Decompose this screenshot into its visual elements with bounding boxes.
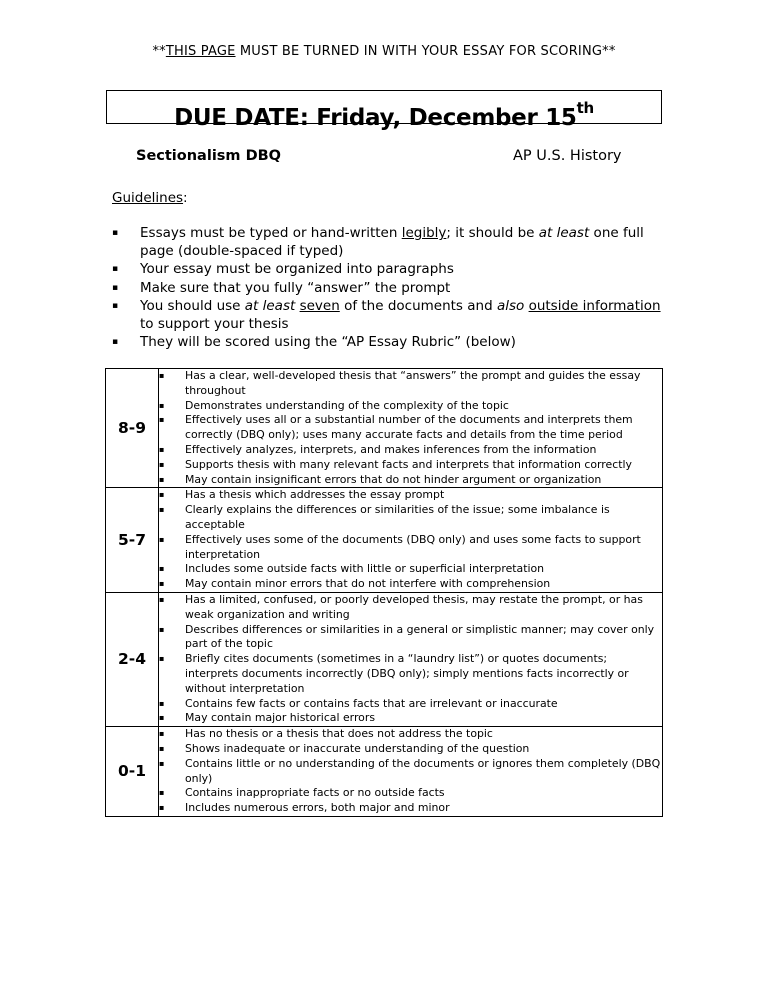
- criteria-item: [159, 562, 662, 577]
- rubric-criteria: [159, 592, 663, 726]
- bullet-icon: ▪: [159, 743, 165, 753]
- bullet-icon: ▪: [159, 371, 165, 380]
- criteria-item: [159, 488, 662, 503]
- criteria-item: [159, 757, 662, 787]
- criteria-item: [159, 652, 662, 696]
- criteria-text: May contain minor errors that do not interfere with comprehension: [185, 577, 551, 591]
- bullet-icon: ▪: [159, 400, 165, 410]
- course-name: AP U.S. History: [513, 148, 622, 164]
- criteria-text: Effectively uses all or a substantial number of the documents and interprets them correctly (DBQ only); uses many accurate facts and details from the time period: [185, 413, 633, 442]
- criteria-item: [159, 593, 662, 623]
- bullet-icon: ▪: [159, 788, 165, 798]
- rubric-row: [106, 592, 663, 726]
- due-date-suffix: th: [576, 99, 594, 117]
- criteria-text: Contains little or no understanding of the documents or ignores them completely (DBQ only): [185, 756, 661, 785]
- notice-underlined-text: THIS PAGE: [165, 44, 236, 59]
- criteria-list: [159, 488, 662, 592]
- bullet-icon: ▪: [159, 729, 165, 739]
- due-date-box: [106, 90, 662, 131]
- guideline-item: ▪ Make sure that you fully “answer” the prompt: [112, 279, 451, 296]
- bullet-icon: ▪: [159, 624, 165, 634]
- bullet-icon: ▪: [159, 564, 165, 574]
- bullet-icon: ▪: [112, 337, 119, 348]
- criteria-item: [159, 503, 662, 533]
- rubric-row: [106, 488, 663, 593]
- criteria-text: Effectively uses some of the documents (DBQ only) and uses some facts to support interpretation: [185, 532, 641, 561]
- criteria-text: Has a limited, confused, or poorly developed thesis, may restate the prompt, or has weak organization and writing: [185, 592, 643, 621]
- criteria-item: [159, 801, 662, 816]
- criteria-text: Effectively analyzes, interprets, and makes inferences from the information: [185, 442, 597, 456]
- criteria-list: [159, 727, 662, 816]
- criteria-item: [159, 458, 662, 473]
- criteria-item: [159, 623, 662, 653]
- rubric-score: 8-9: [106, 369, 159, 488]
- criteria-text: Contains few facts or contains facts that are irrelevant or inaccurate: [185, 696, 558, 710]
- criteria-text: Shows inadequate or inaccurate understanding of the question: [185, 741, 530, 755]
- rubric-criteria: [159, 727, 663, 817]
- criteria-text: Includes some outside facts with little or superficial interpretation: [185, 562, 545, 576]
- bullet-icon: ▪: [159, 713, 165, 723]
- criteria-item: [159, 742, 662, 757]
- criteria-text: Supports thesis with many relevant facts and interprets that information correctly: [185, 457, 632, 471]
- bullet-icon: ▪: [159, 654, 165, 664]
- bullet-icon: ▪: [112, 300, 119, 311]
- bullet-icon: ▪: [112, 282, 119, 293]
- rubric-score: 2-4: [106, 592, 159, 726]
- bullet-icon: ▪: [159, 579, 165, 589]
- bullet-icon: ▪: [159, 505, 165, 515]
- bullet-icon: ▪: [159, 415, 165, 425]
- rubric-criteria: [159, 488, 663, 593]
- criteria-text: Contains inappropriate facts or no outside facts: [185, 786, 445, 800]
- criteria-item: [159, 443, 662, 458]
- bullet-icon: ▪: [159, 698, 165, 708]
- bullet-icon: ▪: [159, 459, 165, 469]
- rubric-criteria: [159, 369, 663, 488]
- bullet-icon: ▪: [159, 490, 165, 500]
- bullet-icon: ▪: [159, 444, 165, 454]
- criteria-list: [159, 593, 662, 726]
- criteria-text: Demonstrates understanding of the complexity of the topic: [185, 398, 509, 412]
- guidelines-heading: Guidelines:: [112, 190, 188, 206]
- bullet-icon: ▪: [159, 474, 165, 484]
- bullet-icon: ▪: [112, 264, 119, 275]
- criteria-text: Describes differences or similarities in a general or simplistic manner; may cover only part of the topic: [185, 622, 655, 651]
- bullet-icon: ▪: [112, 228, 119, 238]
- criteria-item: [159, 786, 662, 801]
- criteria-item: [159, 533, 662, 563]
- criteria-text: May contain major historical errors: [185, 711, 376, 725]
- rubric-table: [105, 368, 663, 817]
- criteria-list: [159, 369, 662, 487]
- guideline-item: ▪ You should use at least seven of the documents and also outside information to support your thesis: [112, 297, 661, 333]
- bullet-icon: ▪: [159, 534, 165, 544]
- criteria-item: [159, 711, 662, 726]
- criteria-item: [159, 473, 662, 488]
- guideline-item: ▪ They will be scored using the “AP Essay Rubric” (below): [112, 334, 516, 351]
- guidelines-list: [112, 224, 672, 351]
- criteria-item: [159, 577, 662, 592]
- rubric-score: 0-1: [106, 727, 159, 817]
- criteria-text: Has no thesis or a thesis that does not address the topic: [185, 727, 493, 741]
- criteria-text: Clearly explains the differences or similarities of the issue; some imbalance is acceptable: [185, 503, 610, 531]
- criteria-text: Briefly cites documents (sometimes in a “laundry list”) or quotes documents; interprets documents incorrectly (DBQ only); simply mentions facts incorrectly or without interpretation: [185, 652, 629, 695]
- turn-in-notice: **THIS PAGE MUST BE TURNED IN WITH YOUR ESSAY FOR SCORING**: [152, 44, 616, 59]
- criteria-item: [159, 399, 662, 414]
- assignment-title: Sectionalism DBQ: [136, 148, 281, 164]
- bullet-icon: ▪: [159, 803, 165, 813]
- criteria-item: [159, 697, 662, 712]
- criteria-item: [159, 369, 662, 399]
- guideline-item: ▪ Your essay must be organized into paragraphs: [112, 261, 454, 278]
- due-date-title: DUE DATE: Friday, December 15th: [174, 99, 594, 131]
- guideline-item: ▪ Essays must be typed or hand-written legibly; it should be at least one full page (double-spaced if typed): [112, 225, 644, 260]
- rubric-score: 5-7: [106, 488, 159, 593]
- bullet-icon: ▪: [159, 594, 165, 604]
- criteria-text: May contain insignificant errors that do not hinder argument or organization: [185, 472, 602, 486]
- criteria-text: Includes numerous errors, both major and minor: [185, 801, 450, 815]
- bullet-icon: ▪: [159, 758, 165, 768]
- rubric-row: [106, 369, 663, 488]
- criteria-text: Has a thesis which addresses the essay prompt: [185, 488, 445, 502]
- criteria-item: [159, 727, 662, 742]
- rubric-row: [106, 727, 663, 817]
- criteria-text: Has a clear, well-developed thesis that “answers” the prompt and guides the essay throughout: [185, 369, 641, 397]
- criteria-item: [159, 413, 662, 443]
